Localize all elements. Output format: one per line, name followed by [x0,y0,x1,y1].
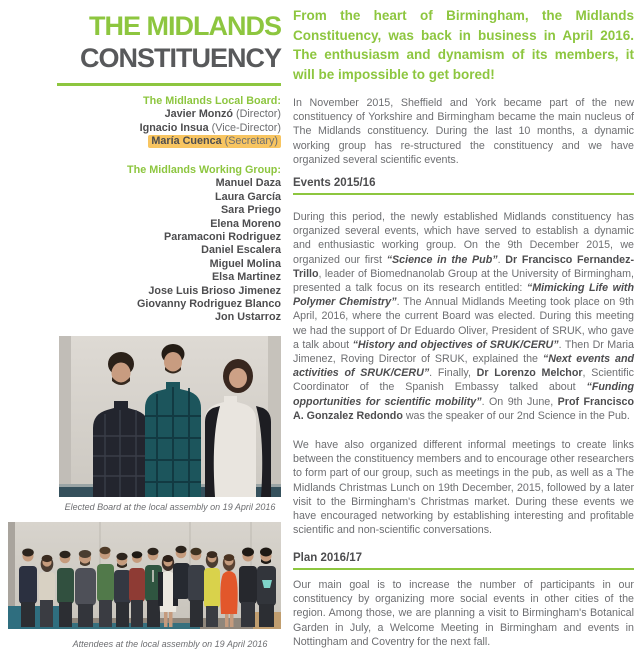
working-group-member: Sara Priego [220,204,281,217]
highlighted-member [148,135,281,148]
working-group-member: Miguel Molina [209,257,281,270]
opening-paragraph: In November 2015, Sheffield and York became part of the new constituency of Yorkshire and Birmingham became the main nucleus of The Midlands constituency. During the last 10 months, a dynamic working group has re-structured the constituency and we have organized several scientific events. [293,97,634,166]
page-title-line1: THE MIDLANDS [89,11,281,41]
member-role: (Secretary) [224,135,278,148]
photo-elected-board [59,336,281,497]
member-role: (Director) [236,108,281,121]
events-paragraph: During this period, the newly established Midlands constituency has organized several events, which have served to establish a dynamic and enthusiastic working group. On the 9th December 2015, we organized our first “Science in the Pub”. Dr Francisco Fernandez-Trillo, leader of Biomednanolab Group at the University of Birmingham, presented a talk focus on its research entitled: “Mimicking Life with Polymer Chemistry”. The Annual Midlands Meeting took place on 9th April, 2016, where the current Board was elected. During this meeting we had the support of Dr Eduardo Oliver, President of SRUK, who gave a talk about “History and objectives of SRUK/CERU”. Then Dr Maria Jimenez, Roving Director of SRUK, explained the “Next events and activities of SRUK/CERU”. Finally, Dr Lorenzo Melchor, Scientific Coordinator of the Spanish Embassy talked about “Funding opportunities for scientific mobility”. On 9th June, Prof Francisco A. Gonzalez Redondo was the speaker of our 2nd Science in the Pub. [293,211,635,422]
working-group-list [8,164,281,325]
left-column [8,0,281,658]
working-group-member: Elena Moreno [210,217,281,230]
page-title-line2: CONSTITUENCY [79,43,281,73]
board-member-row [8,108,281,121]
working-group-member: Manuel Daza [215,177,281,190]
photo-attendees [8,522,281,629]
title-divider-rule [57,83,281,86]
local-board-heading: The Midlands Local Board: [143,95,281,107]
working-group-member: Daniel Escalera [201,244,281,257]
intro-lead-paragraph: From the heart of Birmingham, the Midlands Constituency, was back in business in April 2016. The enthusiasm and dynamism of its members, it will be impossible to get bored! [293,8,634,82]
photo-caption-attendees: Attendees at the local assembly on 19 April 2016 [72,639,268,649]
right-column [293,0,634,658]
working-group-member: Giovanny Rodriguez Blanco [137,298,281,311]
section-heading-plan: Plan 2016/17 [293,552,634,570]
local-board-list [8,95,281,149]
working-group-member: Paramaconi Rodriguez [164,231,281,244]
section-heading-events: Events 2015/16 [293,177,634,195]
informal-meetings-paragraph: We have also organized different informal meetings to create links between the constituency members and to encourage other researchers to form part of our group, such as meetings in the pub, as well as a The Midlands Christmas Lunch on 19th December, 2015, followed by a later visit to the Birmingham's Christmas market. During these events we have encouraged networking by establishing interesting and profitable scientific and non-scientific conversations. [293,439,635,537]
photo-caption-elected-board: Elected Board at the local assembly on 19 April 2016 [64,502,276,512]
working-group-member: Elsa Martinez [211,271,281,284]
board-member-row [8,122,281,135]
member-role: (Vice-Director) [211,121,281,134]
working-group-member: Jon Ustarroz [215,311,281,324]
page-title [8,10,281,74]
working-group-heading: The Midlands Working Group: [127,164,281,176]
plan-paragraph: Our main goal is to increase the number of participants in our constituency by organizing more social events in other cities of the region. Among those, we are planning a visit to Birmingham's Botanical Garden in July, a Welcome Meeting in Birmingham and events in Nottingham and Coventry for the next fall. [293,579,634,648]
member-name: María Cuenca [151,135,222,148]
member-name: Ignacio Insua [139,121,209,134]
member-name: Javier Monzó [164,108,233,121]
board-member-row [8,135,281,148]
working-group-member: Laura García [214,190,281,203]
working-group-member: Jose Luis Brioso Jimenez [148,284,281,297]
